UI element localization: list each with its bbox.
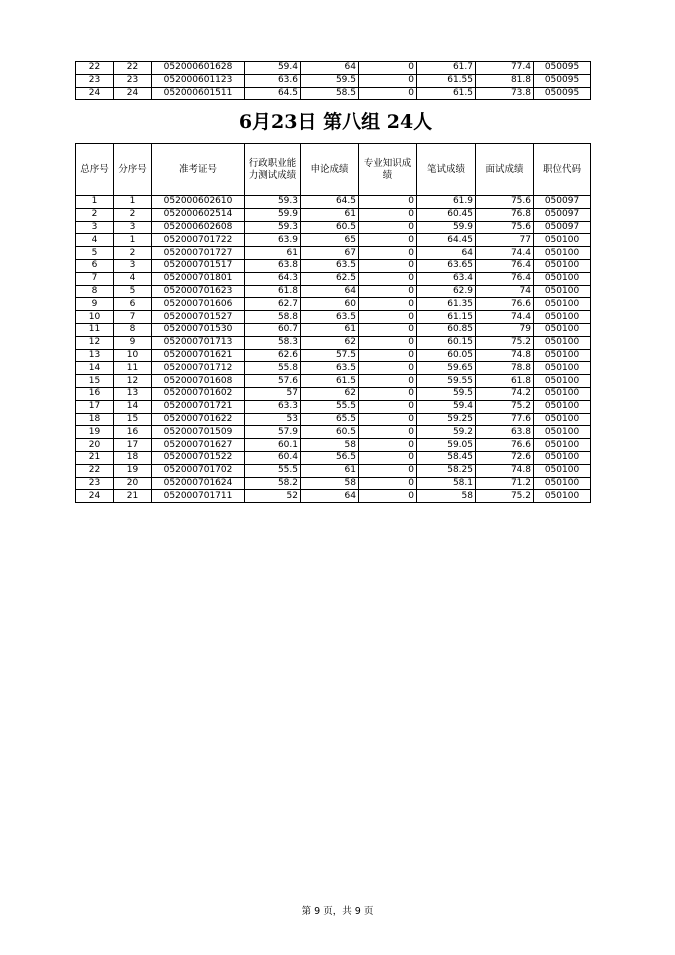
cell-total-no: 6	[76, 259, 114, 272]
cell-written: 61.9	[417, 196, 476, 209]
cell-aptitude: 62.7	[245, 298, 301, 311]
table-row	[76, 221, 591, 234]
cell-sub-no: 13	[114, 387, 152, 400]
cell-position-code: 050100	[534, 375, 591, 388]
cell-interview: 74.4	[476, 311, 534, 324]
cell-exam-id: 052000602608	[152, 221, 245, 234]
cell-written: 59.65	[417, 362, 476, 375]
cell-sub-no: 11	[114, 362, 152, 375]
header-sub-no: 分序号	[114, 144, 152, 196]
cell-professional: 0	[359, 426, 417, 439]
cell-aptitude: 63.3	[245, 400, 301, 413]
table-row	[76, 62, 591, 75]
cell-position-code: 050097	[534, 208, 591, 221]
cell-aptitude: 61	[245, 247, 301, 260]
table-row	[76, 87, 591, 100]
cell-sub-no: 19	[114, 464, 152, 477]
header-written: 笔试成绩	[417, 144, 476, 196]
cell-essay: 56.5	[301, 451, 359, 464]
cell-essay: 58	[301, 477, 359, 490]
cell-position-code: 050100	[534, 298, 591, 311]
cell-essay: 61	[301, 323, 359, 336]
cell-professional: 0	[359, 259, 417, 272]
cell-essay: 63.5	[301, 259, 359, 272]
table-row	[76, 272, 591, 285]
cell-essay: 58.5	[301, 87, 359, 100]
cell-interview: 76.4	[476, 272, 534, 285]
cell-professional: 0	[359, 490, 417, 503]
cell-aptitude: 53	[245, 413, 301, 426]
cell-exam-id: 052000701624	[152, 477, 245, 490]
cell-exam-id: 052000701623	[152, 285, 245, 298]
cell-written: 58.1	[417, 477, 476, 490]
cell-exam-id: 052000701530	[152, 323, 245, 336]
table-row	[76, 349, 591, 362]
cell-professional: 0	[359, 451, 417, 464]
cell-aptitude: 59.4	[245, 62, 301, 75]
cell-professional: 0	[359, 323, 417, 336]
cell-exam-id: 052000701721	[152, 400, 245, 413]
cell-written: 60.05	[417, 349, 476, 362]
cell-position-code: 050097	[534, 221, 591, 234]
cell-exam-id: 052000701801	[152, 272, 245, 285]
cell-position-code: 050100	[534, 272, 591, 285]
cell-aptitude: 63.6	[245, 74, 301, 87]
cell-exam-id: 052000601123	[152, 74, 245, 87]
cell-position-code: 050100	[534, 490, 591, 503]
cell-sub-no: 3	[114, 259, 152, 272]
cell-position-code: 050100	[534, 234, 591, 247]
cell-aptitude: 64.3	[245, 272, 301, 285]
cell-essay: 60	[301, 298, 359, 311]
cell-aptitude: 64.5	[245, 87, 301, 100]
cell-position-code: 050100	[534, 451, 591, 464]
cell-written: 59.9	[417, 221, 476, 234]
cell-aptitude: 60.4	[245, 451, 301, 464]
cell-sub-no: 14	[114, 400, 152, 413]
cell-position-code: 050095	[534, 62, 591, 75]
header-professional: 专业知识成绩	[359, 144, 417, 196]
cell-exam-id: 052000701522	[152, 451, 245, 464]
cell-professional: 0	[359, 311, 417, 324]
cell-exam-id: 052000701606	[152, 298, 245, 311]
cell-total-no: 1	[76, 196, 114, 209]
table-row	[76, 400, 591, 413]
cell-sub-no: 7	[114, 311, 152, 324]
cell-written: 61.15	[417, 311, 476, 324]
cell-professional: 0	[359, 400, 417, 413]
cell-professional: 0	[359, 87, 417, 100]
table-row	[76, 426, 591, 439]
cell-essay: 58	[301, 439, 359, 452]
cell-position-code: 050100	[534, 477, 591, 490]
cell-total-no: 22	[76, 62, 114, 75]
cell-exam-id: 052000701509	[152, 426, 245, 439]
cell-essay: 60.5	[301, 221, 359, 234]
cell-aptitude: 57.6	[245, 375, 301, 388]
cell-written: 62.9	[417, 285, 476, 298]
cell-exam-id: 052000601511	[152, 87, 245, 100]
cell-aptitude: 60.1	[245, 439, 301, 452]
cell-sub-no: 23	[114, 74, 152, 87]
cell-total-no: 9	[76, 298, 114, 311]
score-table	[75, 143, 591, 503]
table-row	[76, 336, 591, 349]
cell-total-no: 13	[76, 349, 114, 362]
cell-position-code: 050100	[534, 464, 591, 477]
cell-exam-id: 052000701527	[152, 311, 245, 324]
cell-aptitude: 58.2	[245, 477, 301, 490]
cell-total-no: 16	[76, 387, 114, 400]
cell-exam-id: 052000601628	[152, 62, 245, 75]
cell-aptitude: 57	[245, 387, 301, 400]
cell-written: 59.55	[417, 375, 476, 388]
cell-professional: 0	[359, 234, 417, 247]
cell-essay: 57.5	[301, 349, 359, 362]
cell-essay: 60.5	[301, 426, 359, 439]
cell-interview: 74.8	[476, 464, 534, 477]
cell-sub-no: 2	[114, 208, 152, 221]
cell-professional: 0	[359, 247, 417, 260]
cell-essay: 65.5	[301, 413, 359, 426]
cell-interview: 76.8	[476, 208, 534, 221]
cell-sub-no: 8	[114, 323, 152, 336]
cell-written: 60.15	[417, 336, 476, 349]
table-row	[76, 259, 591, 272]
cell-sub-no: 21	[114, 490, 152, 503]
cell-professional: 0	[359, 387, 417, 400]
cell-sub-no: 12	[114, 375, 152, 388]
cell-interview: 63.8	[476, 426, 534, 439]
cell-exam-id: 052000701608	[152, 375, 245, 388]
cell-sub-no: 1	[114, 234, 152, 247]
table-row	[76, 375, 591, 388]
cell-sub-no: 20	[114, 477, 152, 490]
table-header-row	[76, 144, 591, 196]
header-position-code: 职位代码	[534, 144, 591, 196]
cell-interview: 74	[476, 285, 534, 298]
cell-position-code: 050100	[534, 426, 591, 439]
cell-total-no: 12	[76, 336, 114, 349]
table-row	[76, 451, 591, 464]
cell-essay: 59.5	[301, 74, 359, 87]
cell-sub-no: 3	[114, 221, 152, 234]
cell-aptitude: 61.8	[245, 285, 301, 298]
cell-exam-id: 052000701713	[152, 336, 245, 349]
cell-exam-id: 052000701602	[152, 387, 245, 400]
cell-aptitude: 63.9	[245, 234, 301, 247]
cell-aptitude: 59.3	[245, 221, 301, 234]
cell-written: 63.4	[417, 272, 476, 285]
cell-interview: 81.8	[476, 74, 534, 87]
table-row	[76, 247, 591, 260]
cell-total-no: 10	[76, 311, 114, 324]
cell-interview: 75.2	[476, 336, 534, 349]
cell-interview: 76.6	[476, 298, 534, 311]
cell-professional: 0	[359, 285, 417, 298]
cell-exam-id: 052000701621	[152, 349, 245, 362]
cell-written: 60.85	[417, 323, 476, 336]
cell-aptitude: 57.9	[245, 426, 301, 439]
cell-interview: 76.6	[476, 439, 534, 452]
cell-written: 58	[417, 490, 476, 503]
cell-interview: 74.8	[476, 349, 534, 362]
cell-interview: 79	[476, 323, 534, 336]
cell-position-code: 050100	[534, 259, 591, 272]
cell-position-code: 050100	[534, 285, 591, 298]
cell-exam-id: 052000701627	[152, 439, 245, 452]
cell-aptitude: 60.7	[245, 323, 301, 336]
cell-professional: 0	[359, 362, 417, 375]
cell-interview: 74.2	[476, 387, 534, 400]
table-row	[76, 362, 591, 375]
cell-written: 58.25	[417, 464, 476, 477]
cell-exam-id: 052000701712	[152, 362, 245, 375]
cell-total-no: 7	[76, 272, 114, 285]
cell-aptitude: 58.8	[245, 311, 301, 324]
cell-position-code: 050095	[534, 74, 591, 87]
cell-exam-id: 052000701727	[152, 247, 245, 260]
cell-sub-no: 22	[114, 62, 152, 75]
header-essay: 申论成绩	[301, 144, 359, 196]
cell-total-no: 14	[76, 362, 114, 375]
cell-written: 61.55	[417, 74, 476, 87]
cell-exam-id: 052000701711	[152, 490, 245, 503]
cell-position-code: 050100	[534, 387, 591, 400]
cell-exam-id: 052000701702	[152, 464, 245, 477]
cell-essay: 61	[301, 208, 359, 221]
cell-interview: 75.6	[476, 196, 534, 209]
cell-total-no: 4	[76, 234, 114, 247]
cell-written: 59.25	[417, 413, 476, 426]
cell-sub-no: 1	[114, 196, 152, 209]
cell-essay: 62.5	[301, 272, 359, 285]
cell-interview: 75.6	[476, 221, 534, 234]
cell-total-no: 19	[76, 426, 114, 439]
cell-essay: 64	[301, 62, 359, 75]
table-row	[76, 74, 591, 87]
cell-interview: 75.2	[476, 400, 534, 413]
cell-exam-id: 052000701517	[152, 259, 245, 272]
cell-total-no: 11	[76, 323, 114, 336]
cell-exam-id: 052000701622	[152, 413, 245, 426]
cell-interview: 72.6	[476, 451, 534, 464]
cell-total-no: 17	[76, 400, 114, 413]
cell-position-code: 050095	[534, 87, 591, 100]
cell-sub-no: 9	[114, 336, 152, 349]
page-footer: 第 9 页，共 9 页	[301, 906, 374, 917]
cell-essay: 55.5	[301, 400, 359, 413]
header-exam-id: 准考证号	[152, 144, 245, 196]
cell-professional: 0	[359, 349, 417, 362]
cell-essay: 62	[301, 336, 359, 349]
cell-essay: 61	[301, 464, 359, 477]
cell-interview: 78.8	[476, 362, 534, 375]
cell-interview: 73.8	[476, 87, 534, 100]
table-row	[76, 439, 591, 452]
cell-sub-no: 15	[114, 413, 152, 426]
cell-professional: 0	[359, 375, 417, 388]
table-row	[76, 413, 591, 426]
cell-written: 60.45	[417, 208, 476, 221]
cell-professional: 0	[359, 477, 417, 490]
group-title: 6月23日 第八组 24人	[238, 111, 433, 133]
cell-sub-no: 17	[114, 439, 152, 452]
cell-position-code: 050100	[534, 400, 591, 413]
cell-professional: 0	[359, 221, 417, 234]
cell-written: 59.4	[417, 400, 476, 413]
table-row	[76, 464, 591, 477]
cell-position-code: 050100	[534, 247, 591, 260]
table-row	[76, 311, 591, 324]
cell-total-no: 22	[76, 464, 114, 477]
cell-position-code: 050100	[534, 323, 591, 336]
cell-total-no: 24	[76, 87, 114, 100]
cell-total-no: 2	[76, 208, 114, 221]
cell-position-code: 050097	[534, 196, 591, 209]
cell-professional: 0	[359, 336, 417, 349]
cell-total-no: 23	[76, 477, 114, 490]
cell-professional: 0	[359, 196, 417, 209]
cell-essay: 64.5	[301, 196, 359, 209]
cell-written: 64.45	[417, 234, 476, 247]
cell-total-no: 8	[76, 285, 114, 298]
cell-essay: 64	[301, 285, 359, 298]
cell-professional: 0	[359, 208, 417, 221]
cell-interview: 76.4	[476, 259, 534, 272]
table-row	[76, 323, 591, 336]
cell-aptitude: 63.8	[245, 259, 301, 272]
cell-essay: 64	[301, 490, 359, 503]
cell-sub-no: 10	[114, 349, 152, 362]
cell-sub-no: 6	[114, 298, 152, 311]
cell-written: 61.7	[417, 62, 476, 75]
cell-total-no: 23	[76, 74, 114, 87]
cell-interview: 77	[476, 234, 534, 247]
cell-sub-no: 16	[114, 426, 152, 439]
cell-aptitude: 55.5	[245, 464, 301, 477]
cell-professional: 0	[359, 272, 417, 285]
cell-total-no: 21	[76, 451, 114, 464]
cell-written: 59.5	[417, 387, 476, 400]
table-row	[76, 387, 591, 400]
cell-interview: 61.8	[476, 375, 534, 388]
cell-professional: 0	[359, 62, 417, 75]
cell-essay: 62	[301, 387, 359, 400]
cell-total-no: 15	[76, 375, 114, 388]
cell-interview: 75.2	[476, 490, 534, 503]
cell-professional: 0	[359, 413, 417, 426]
header-total-no: 总序号	[76, 144, 114, 196]
cell-position-code: 050100	[534, 413, 591, 426]
table-row	[76, 298, 591, 311]
cell-professional: 0	[359, 298, 417, 311]
cell-sub-no: 4	[114, 272, 152, 285]
cell-interview: 77.4	[476, 62, 534, 75]
cell-position-code: 050100	[534, 439, 591, 452]
cell-total-no: 20	[76, 439, 114, 452]
cell-essay: 65	[301, 234, 359, 247]
cell-interview: 71.2	[476, 477, 534, 490]
cell-written: 59.2	[417, 426, 476, 439]
cell-professional: 0	[359, 439, 417, 452]
cell-sub-no: 2	[114, 247, 152, 260]
cell-sub-no: 24	[114, 87, 152, 100]
table-row	[76, 234, 591, 247]
table-row	[76, 477, 591, 490]
cell-total-no: 24	[76, 490, 114, 503]
table-row	[76, 285, 591, 298]
cell-professional: 0	[359, 464, 417, 477]
cell-exam-id: 052000701722	[152, 234, 245, 247]
cell-sub-no: 18	[114, 451, 152, 464]
cell-written: 64	[417, 247, 476, 260]
cell-aptitude: 62.6	[245, 349, 301, 362]
cell-essay: 63.5	[301, 362, 359, 375]
cell-aptitude: 59.3	[245, 196, 301, 209]
cell-interview: 77.6	[476, 413, 534, 426]
cell-written: 59.05	[417, 439, 476, 452]
cell-aptitude: 58.3	[245, 336, 301, 349]
cell-position-code: 050100	[534, 336, 591, 349]
table-row	[76, 490, 591, 503]
cell-written: 61.35	[417, 298, 476, 311]
cell-aptitude: 59.9	[245, 208, 301, 221]
cell-interview: 74.4	[476, 247, 534, 260]
cell-professional: 0	[359, 74, 417, 87]
header-interview: 面试成绩	[476, 144, 534, 196]
cell-exam-id: 052000602514	[152, 208, 245, 221]
cell-total-no: 5	[76, 247, 114, 260]
header-aptitude: 行政职业能力测试成绩	[245, 144, 301, 196]
cell-position-code: 050100	[534, 349, 591, 362]
cell-written: 63.65	[417, 259, 476, 272]
cell-total-no: 3	[76, 221, 114, 234]
cell-sub-no: 5	[114, 285, 152, 298]
cell-written: 61.5	[417, 87, 476, 100]
cell-essay: 61.5	[301, 375, 359, 388]
table-row	[76, 208, 591, 221]
cell-essay: 67	[301, 247, 359, 260]
cell-essay: 63.5	[301, 311, 359, 324]
cell-total-no: 18	[76, 413, 114, 426]
cell-exam-id: 052000602610	[152, 196, 245, 209]
cell-position-code: 050100	[534, 311, 591, 324]
table-row	[76, 196, 591, 209]
previous-group-table	[75, 61, 591, 100]
cell-aptitude: 52	[245, 490, 301, 503]
cell-position-code: 050100	[534, 362, 591, 375]
cell-aptitude: 55.8	[245, 362, 301, 375]
cell-written: 58.45	[417, 451, 476, 464]
